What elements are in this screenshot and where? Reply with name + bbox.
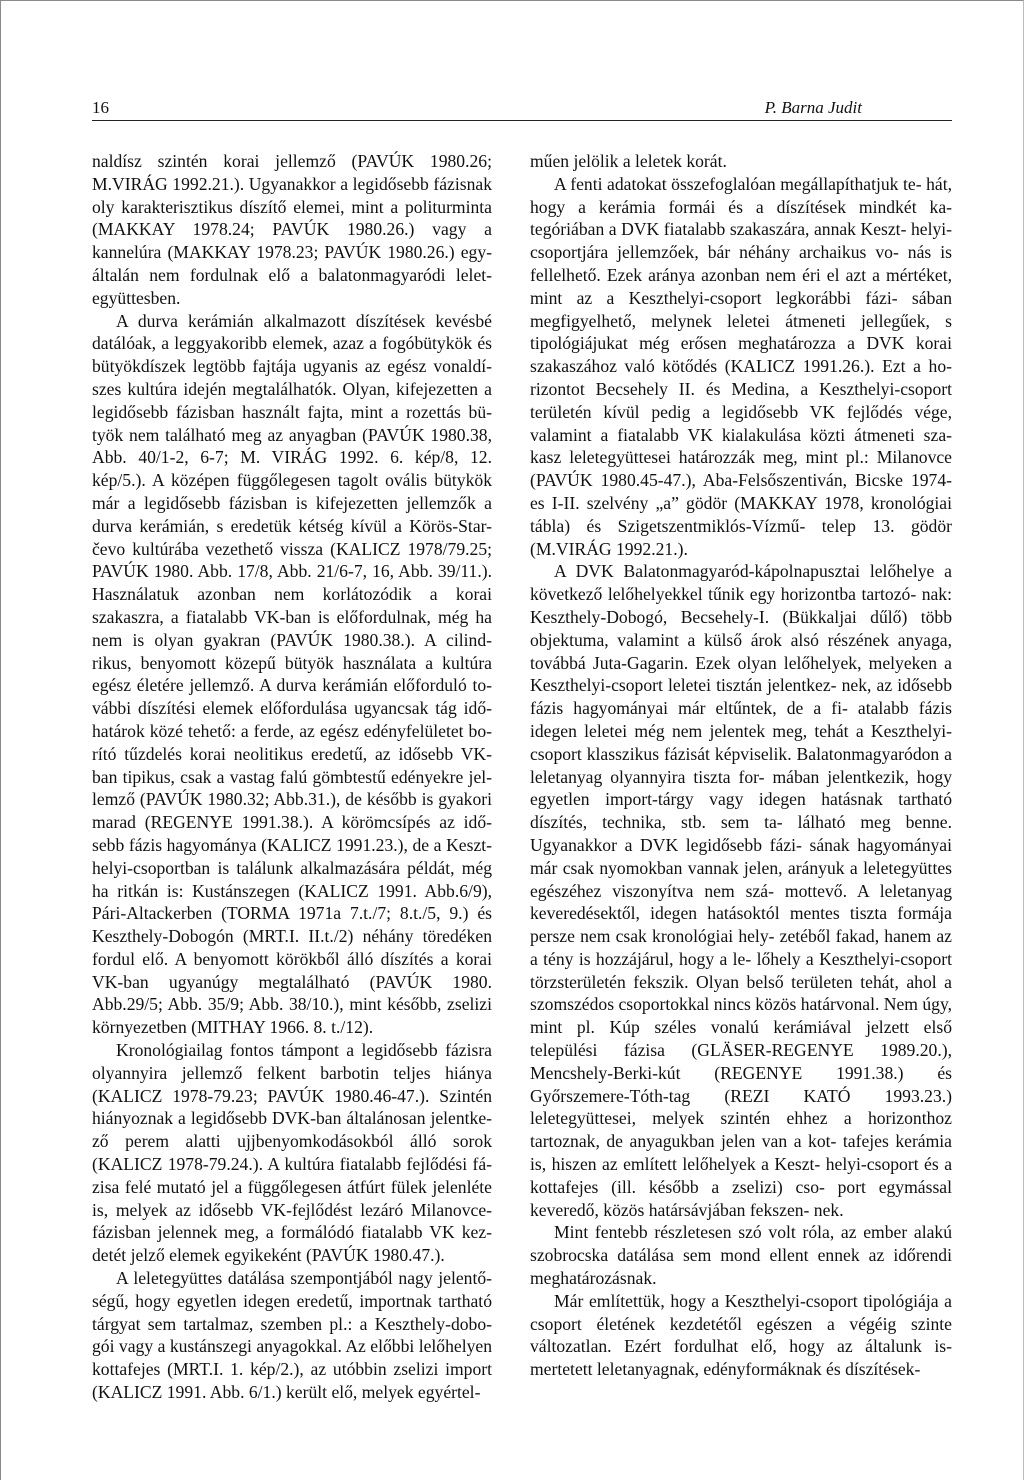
left-column bbox=[92, 150, 492, 1404]
paragraph: műen jelölik a leletek korát. bbox=[530, 151, 727, 171]
right-column bbox=[530, 150, 952, 1381]
paragraph: A fenti adatokat összefoglalóan megállapíthatjuk te- hát, hogy a kerámia formái és a díszítések mindkét ka- tegóriában a DVK fiatalabb szakaszára, annak Keszt- helyi-csoportjára jellemzőek, bár néhány archaikus vo- nás is fellelhető. Ezek aránya azonban nem éri el azt a mértéket, mint az a Keszthelyi-csoport legkorábbi fázi- sában megfigyelhető, melynek leletei átmeneti jellegűek, s tipológiájukat még erősen meghatározza a DVK korai szakaszához való kötődés (KALICZ 1991.26.). Ezt a ho- rizontot Becsehely II. és Medina, a Keszthelyi-csoport területén kívül pedig a legidősebb VK fejlődés vége, valamint a fiatalabb VK kialakulása közti átmeneti sza- kasz leletegyüttesei határozzák meg, mint pl.: Milanovce (PAVÚK 1980.45-47.), Aba-Felsőszentiván, Bicske 1974-es I-II. szelvény „a” gödör (MAKKAY 1978, kronológiai tábla) és Szigetszentmiklós-Vízmű- telep 13. gödör (M.VIRÁG 1992.21.). bbox=[530, 173, 952, 559]
paragraph: A DVK Balatonmagyaród-kápolnapusztai lelőhelye a következő lelőhelyekkel tűnik egy horizontba tartozó- nak: Keszthely-Dobogó, Becsehely-I. (Bükkaljai dűlő) több objektuma, valamint a külső árok alsó részének anyaga, továbbá Juta-Gagarin. Ezek olyan lelőhelyek, melyeken a Keszthelyi-csoport leletei tisztán jelentkez- nek, az idősebb fázis hagyományai már eltűntek, de a fi- atalabb fázis idegen leletei még nem jelentek meg, tehát a Keszthelyi-csoport klasszikus fázisát képviselik. Balatonmagyaródon a leletanyag olyannyira tiszta for- mában jelentkezik, hogy egyetlen import-tárgy vagy idegen hatásnak tartható díszítés, technika, stb. sem ta- lálható meg benne. Ugyanakkor a DVK legidősebb fázi- sának hagyományai már csak nyomokban vannak jelen, arányuk a leletegyüttes egészéhez viszonyítva nem szá- mottevő. A leletanyag keveredésektől, idegen hatásoktól mentes tiszta formája persze nem csak kronológiai hely- zetéből fakad, hanem az a tény is hozzájárul, hogy a le- lőhely a Keszthelyi-csoport törzsterületén fekszik. Olyan belső területen tehát, ahol a szomszédos csoportokkal nincs közös határvonal. Nem úgy, mint pl. Kúp széles vonalú kerámiával jelzett első települési fázisa (GLÄSER-REGENYE 1989.20.), Mencshely-Berki-kút (REGENYE 1991.38.) és Győrszemere-Tóth-tag (REZI KATÓ 1993.23.) leletegyüttesei, melyek szintén ehhez a horizonthoz tartoznak, de anyagukban jelen van a kot- tafejes kerámia is, hiszen az említett lelőhelyek a Keszt- helyi-csoport és a kottafejes (ill. később a zselizi) cso- port egymással keveredő, közös határsávjában fekszen- nek. bbox=[530, 561, 952, 1220]
page-header bbox=[92, 96, 952, 121]
running-head-author: P. Barna Judit bbox=[764, 98, 862, 117]
paragraph: A leletegyüttes datálása szempontjából nagy jelentő- ségű, hogy egyetlen idegen eredetű, importnak tartható tárgyat sem tartalmaz, szemben pl.: a Keszthely-dobo- gói vagy a kustánszegi anyagokkal. Az előbbi lelőhelyen kottafejes (MRT.I. 1. kép/2.), az utóbbin zselizi import (KALICZ 1991. Abb. 6/1.) került elő, melyek egyértel- bbox=[92, 1268, 492, 1403]
paragraph: Mint fentebb részletesen szó volt róla, az ember alakú szobrocska datálása sem mond ellent ennek az időrendi meghatározásnak. bbox=[530, 1222, 952, 1289]
page-number: 16 bbox=[92, 98, 109, 117]
paragraph: Már említettük, hogy a Keszthelyi-csoport tipológiája a csoport életének kezdetétől egészen a végéig szinte változatlan. Ezért fordulhat elő, hogy az általunk is- mertetett leletanyagnak, edényformáknak és díszítések- bbox=[530, 1290, 952, 1380]
paragraph: naldísz szintén korai jellemző (PAVÚK 1980.26; M.VIRÁG 1992.21.). Ugyanakkor a legidősebb fázisnak oly karakterisztikus díszítő elemei, mint a politurminta (MAKKAY 1978.24; PAVÚK 1980.26.) vagy a kannelúra (MAKKAY 1978.23; PAVÚK 1980.26.) egy- általán nem fordulnak elő a balatonmagyaródi lelet- együttesben. bbox=[92, 151, 492, 308]
paragraph: A durva kerámián alkalmazott díszítések kevésbé datálóak, a leggyakoribb elemek, azaz a fogóbütykök és bütyökdíszek legtöbb fajtája ugyanis az egész vonaldí- szes kultúra idején megtalálhatók. Olyan, kifejezetten a legidősebb fázisban használt fajta, mint a rozettás bü- työk nem található meg az anyagban (PAVÚK 1980.38, Abb. 40/1-2, 6-7; M. VIRÁG 1992. 6. kép/8, 12. kép/5.). A középen függőlegesen tagolt ovális bütykök már a legidősebb fázisban is kifejezetten jellemzők a durva kerámián, s eredetük kétség kívül a Körös-Star- čevo kultúrába vezethető vissza (KALICZ 1978/79.25; PAVÚK 1980. Abb. 17/8, Abb. 21/6-7, 16, Abb. 39/11.). Használatuk azonban nem korlátozódik a korai szakaszra, a fiatalabb VK-ban is előfordulnak, még ha nem is olyan gyakran (PAVÚK 1980.38.). A cilind- rikus, benyomott közepű bütyök használata a kultúra egész életére jellemző. A durva kerámián előforduló to- vábbi díszítési elemek előfordulása ugyancsak tág idő- határok közé tehető: a ferde, az egész edényfelületet bo- rító tűzdelés korai neolitikus eredetű, az idősebb VK- ban tipikus, csak a vastag falú gömbtestű edényekre jel- lemző (PAVÚK 1980.32; Abb.31.), de később is gyakori marad (REGENYE 1991.38.). A körömcsípés az idő- sebb fázis hagyománya (KALICZ 1991.23.), de a Keszt- helyi-csoportban is találunk alkalmazására példát, még ha ritkán is: Kustánszegen (KALICZ 1991. Abb.6/9), Pári-Altackerben (TORMA 1971a 7.t./7; 8.t./5, 9.) és Keszthely-Dobogón (MRT.I. II.t./2) néhány töredéken fordul elő. A benyomott körökből álló díszítés a korai VK-ban ugyanúgy megtalálható (PAVÚK 1980. Abb.29/5; Abb. 35/9; Abb. 38/10.), mint később, zselizi környezetben (MITHAY 1966. 8. t./12). bbox=[92, 310, 492, 1038]
paragraph: Kronológiailag fontos támpont a legidősebb fázisra olyannyira jellemző felkent barbotin teljes hiánya (KALICZ 1978-79.23; PAVÚK 1980.46-47.). Szintén hiányoznak a legidősebb DVK-ban általánosan jelentke- ző perem alatti ujjbenyomkodásokból álló sorok (KALICZ 1978-79.24.). A kultúra fiatalabb fejlődési fá- zisa felé mutató jel a függőlegesen átfúrt fülek jelenléte is, melyek az idősebb VK-fejlődést lezáró Milanovce- fázisban jelennek meg, a formálódó fiatalabb VK kez- detét jelző elemek egyikeként (PAVÚK 1980.47.). bbox=[92, 1040, 492, 1266]
